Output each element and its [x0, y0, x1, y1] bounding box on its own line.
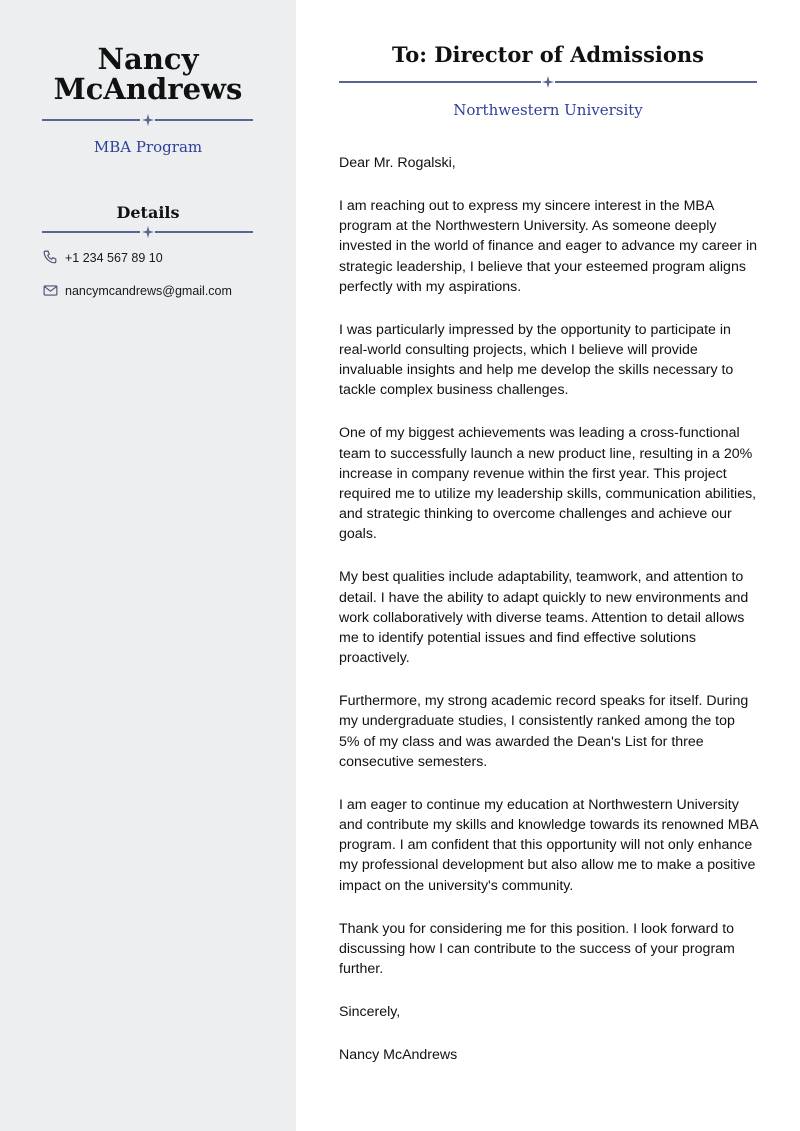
applicant-name	[0, 44, 296, 104]
letter-closing: Sincerely,	[339, 1004, 401, 1021]
contact-email	[42, 282, 232, 299]
sparkle-icon	[542, 76, 554, 88]
letter-recipient-heading: To: Director of Admissions	[391, 42, 705, 67]
heading-divider	[339, 76, 757, 88]
phone-number[interactable]: +1 234 567 89 10	[65, 250, 163, 265]
sparkle-icon	[142, 226, 154, 238]
sparkle-icon	[142, 114, 154, 126]
details-divider	[42, 226, 253, 238]
applicant-last-name: McAndrews	[53, 72, 243, 106]
letter-paragraph: Thank you for considering me for this position. I look forward to discussing how I can contribute to the success of your program further.	[339, 920, 735, 978]
sidebar	[0, 0, 296, 1131]
letter-paragraph: My best qualities include adaptability, teamwork, and attention to detail. I have the ability to adapt quickly to new environments and work collaboratively with diverse teams. Attention to detail allows me to identify potential issues and find effective solutions proactively.	[339, 569, 749, 667]
details-heading: Details	[116, 203, 180, 222]
name-divider	[42, 114, 253, 126]
letter-paragraph: I am reaching out to express my sincere interest in the MBA program at the Northwestern University. As someone deeply invested in the world of finance and eager to advance my career in strategic leadership, I believe that your esteemed program aligns perfectly with my aspirations.	[339, 198, 757, 295]
applicant-first-name: Nancy	[97, 42, 199, 76]
email-address[interactable]: nancymcandrews@gmail.com	[65, 283, 232, 298]
letter-greeting: Dear Mr. Rogalski,	[339, 155, 456, 171]
letter-paragraph: I was particularly impressed by the opportunity to participate in real-world consulting projects, which I believe will provide invaluable insights and help me develop the skills necessary to tackle complex business challenges.	[339, 321, 734, 399]
university-name: Northwestern University	[453, 101, 643, 119]
letter-signature: Nancy McAndrews	[339, 1047, 458, 1064]
mail-icon	[42, 282, 59, 299]
contact-phone	[42, 249, 163, 266]
letter-paragraph: I am eager to continue my education at Northwestern University and contribute my skills and knowledge towards its renowned MBA program. I am confident that this opportunity will not only enhance my professional development but also allow me to make a positive impact on the university's community.	[339, 796, 758, 894]
letter-body	[339, 153, 759, 1088]
program-subtitle: MBA Program	[93, 138, 203, 156]
phone-icon	[42, 249, 59, 266]
letter-paragraph: Furthermore, my strong academic record speaks for itself. During my undergraduate studies, I consistently ranked among the top 5% of my class and was awarded the Dean's List for three consecutive semesters.	[339, 693, 749, 770]
letter-paragraph: One of my biggest achievements was leading a cross-functional team to successfully launch a new product line, resulting in a 20% increase in company revenue within the first year. This project required me to utilize my leadership skills, communication abilities, and strategic thinking to overcome challenges and achieve our goals.	[339, 425, 757, 543]
